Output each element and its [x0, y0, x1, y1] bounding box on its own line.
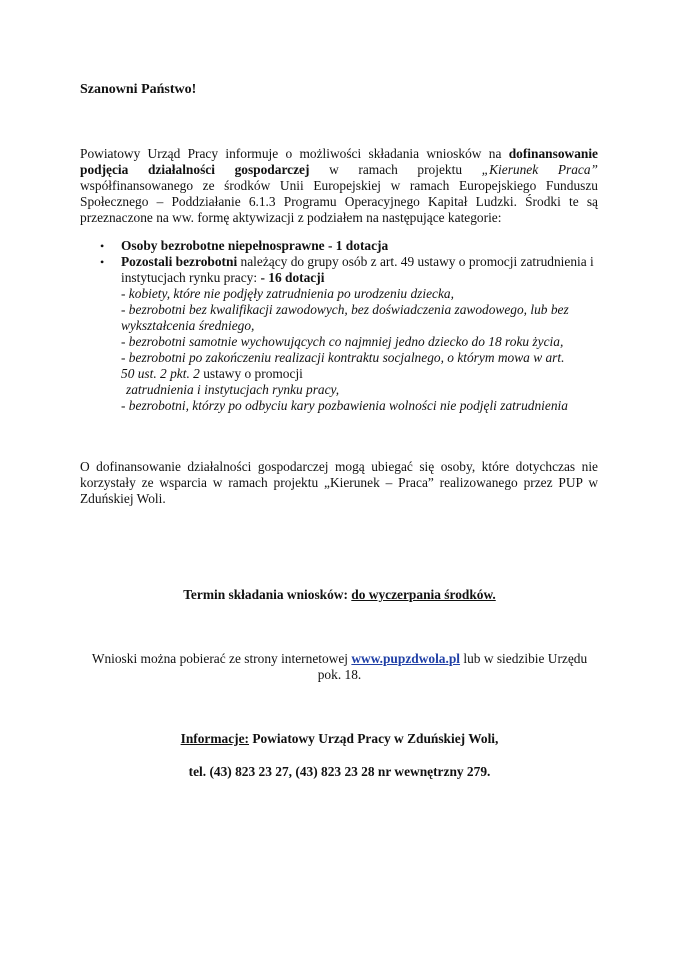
bullet-icon: • — [100, 239, 105, 253]
category-list — [94, 238, 599, 414]
download-text-after: lub w siedzibie Urzędu pok. 18. — [317, 651, 588, 682]
intro-project-name: „Kierunek Praca” — [481, 162, 598, 177]
subcategory-line: - bezrobotni samotnie wychowujących co najmniej jedno dziecko do 18 roku życia, — [121, 334, 564, 349]
intro-paragraph — [80, 146, 598, 226]
info-line — [80, 731, 599, 747]
intro-bold-funding: dofinansowanie podjęcia działalności gospodarczej — [80, 146, 598, 177]
intro-text-1: Powiatowy Urząd Pracy informuje o możliwości składania wniosków na — [80, 146, 509, 161]
subcategory-line: zatrudnienia i instytucjach rynku pracy, — [126, 382, 340, 397]
info-label: Informacje: — [180, 731, 250, 746]
list-item — [94, 254, 599, 414]
deadline-label: Termin składania wniosków: — [183, 587, 348, 602]
subcategory-line: - bezrobotni, którzy po odbyciu kary pozbawienia wolności nie podjęli zatrudnienia — [121, 398, 568, 413]
category-heading: Osoby bezrobotne niepełnosprawne - 1 dotacja — [121, 238, 389, 253]
law-reference-text: ustawy o promocji — [199, 366, 303, 381]
subcategory-line: - bezrobotni po zakończeniu realizacji kontraktu socjalnego, o którym mowa w art. — [121, 350, 565, 365]
category-description: należący do grupy osób z art. 49 ustawy o promocji zatrudnienia i instytucjach rynku pracy: — [121, 254, 594, 285]
category-heading: Pozostali bezrobotni — [121, 254, 238, 269]
subcategory-lines — [121, 286, 599, 414]
grant-count: - 16 dotacji — [260, 270, 325, 285]
eligibility-paragraph: O dofinansowanie działalności gospodarczej mogą ubiegać się osoby, które dotychczas nie korzystały ze wsparcia w ramach projektu „Kierunek – Praca” realizowanego przez PUP w Zduńskiej Woli. — [80, 459, 598, 506]
intro-text-2: w ramach projektu — [309, 162, 482, 177]
subcategory-line: - bezrobotni bez kwalifikacji zawodowych, bez doświadczenia zawodowego, lub bez — [121, 302, 569, 317]
list-item — [94, 238, 599, 254]
download-text-before: Wnioski można pobierać ze strony internetowej — [91, 651, 352, 666]
law-reference: 50 ust. 2 pkt. 2 — [121, 366, 200, 381]
info-office: Powiatowy Urząd Pracy w Zduńskiej Woli, — [249, 731, 499, 746]
bullet-icon: • — [100, 255, 105, 269]
subcategory-line: - kobiety, które nie podjęły zatrudnienia po urodzeniu dziecka, — [121, 286, 454, 301]
website-link[interactable]: www.pupzdwola.pl — [351, 651, 461, 666]
greeting: Szanowni Państwo! — [80, 82, 197, 97]
subcategory-line — [121, 366, 599, 382]
phone-line: tel. (43) 823 23 27, (43) 823 23 28 nr wewnętrzny 279. — [188, 764, 491, 779]
download-paragraph — [80, 651, 599, 683]
deadline-value: do wyczerpania środków. — [351, 587, 496, 602]
document-page — [80, 0, 600, 960]
subcategory-line: wykształcenia średniego, — [121, 318, 255, 333]
deadline-line — [80, 587, 599, 603]
intro-text-3: współfinansowanego ze środków Unii Europejskiej w ramach Europejskiego Funduszu Społecznego – Poddziałanie 6.1.3 Programu Operacyjnego Kapitał Ludzki. Środki te są przeznaczone na ww. formę aktywizacji z podziałem na następujące kategorie: — [80, 178, 598, 225]
